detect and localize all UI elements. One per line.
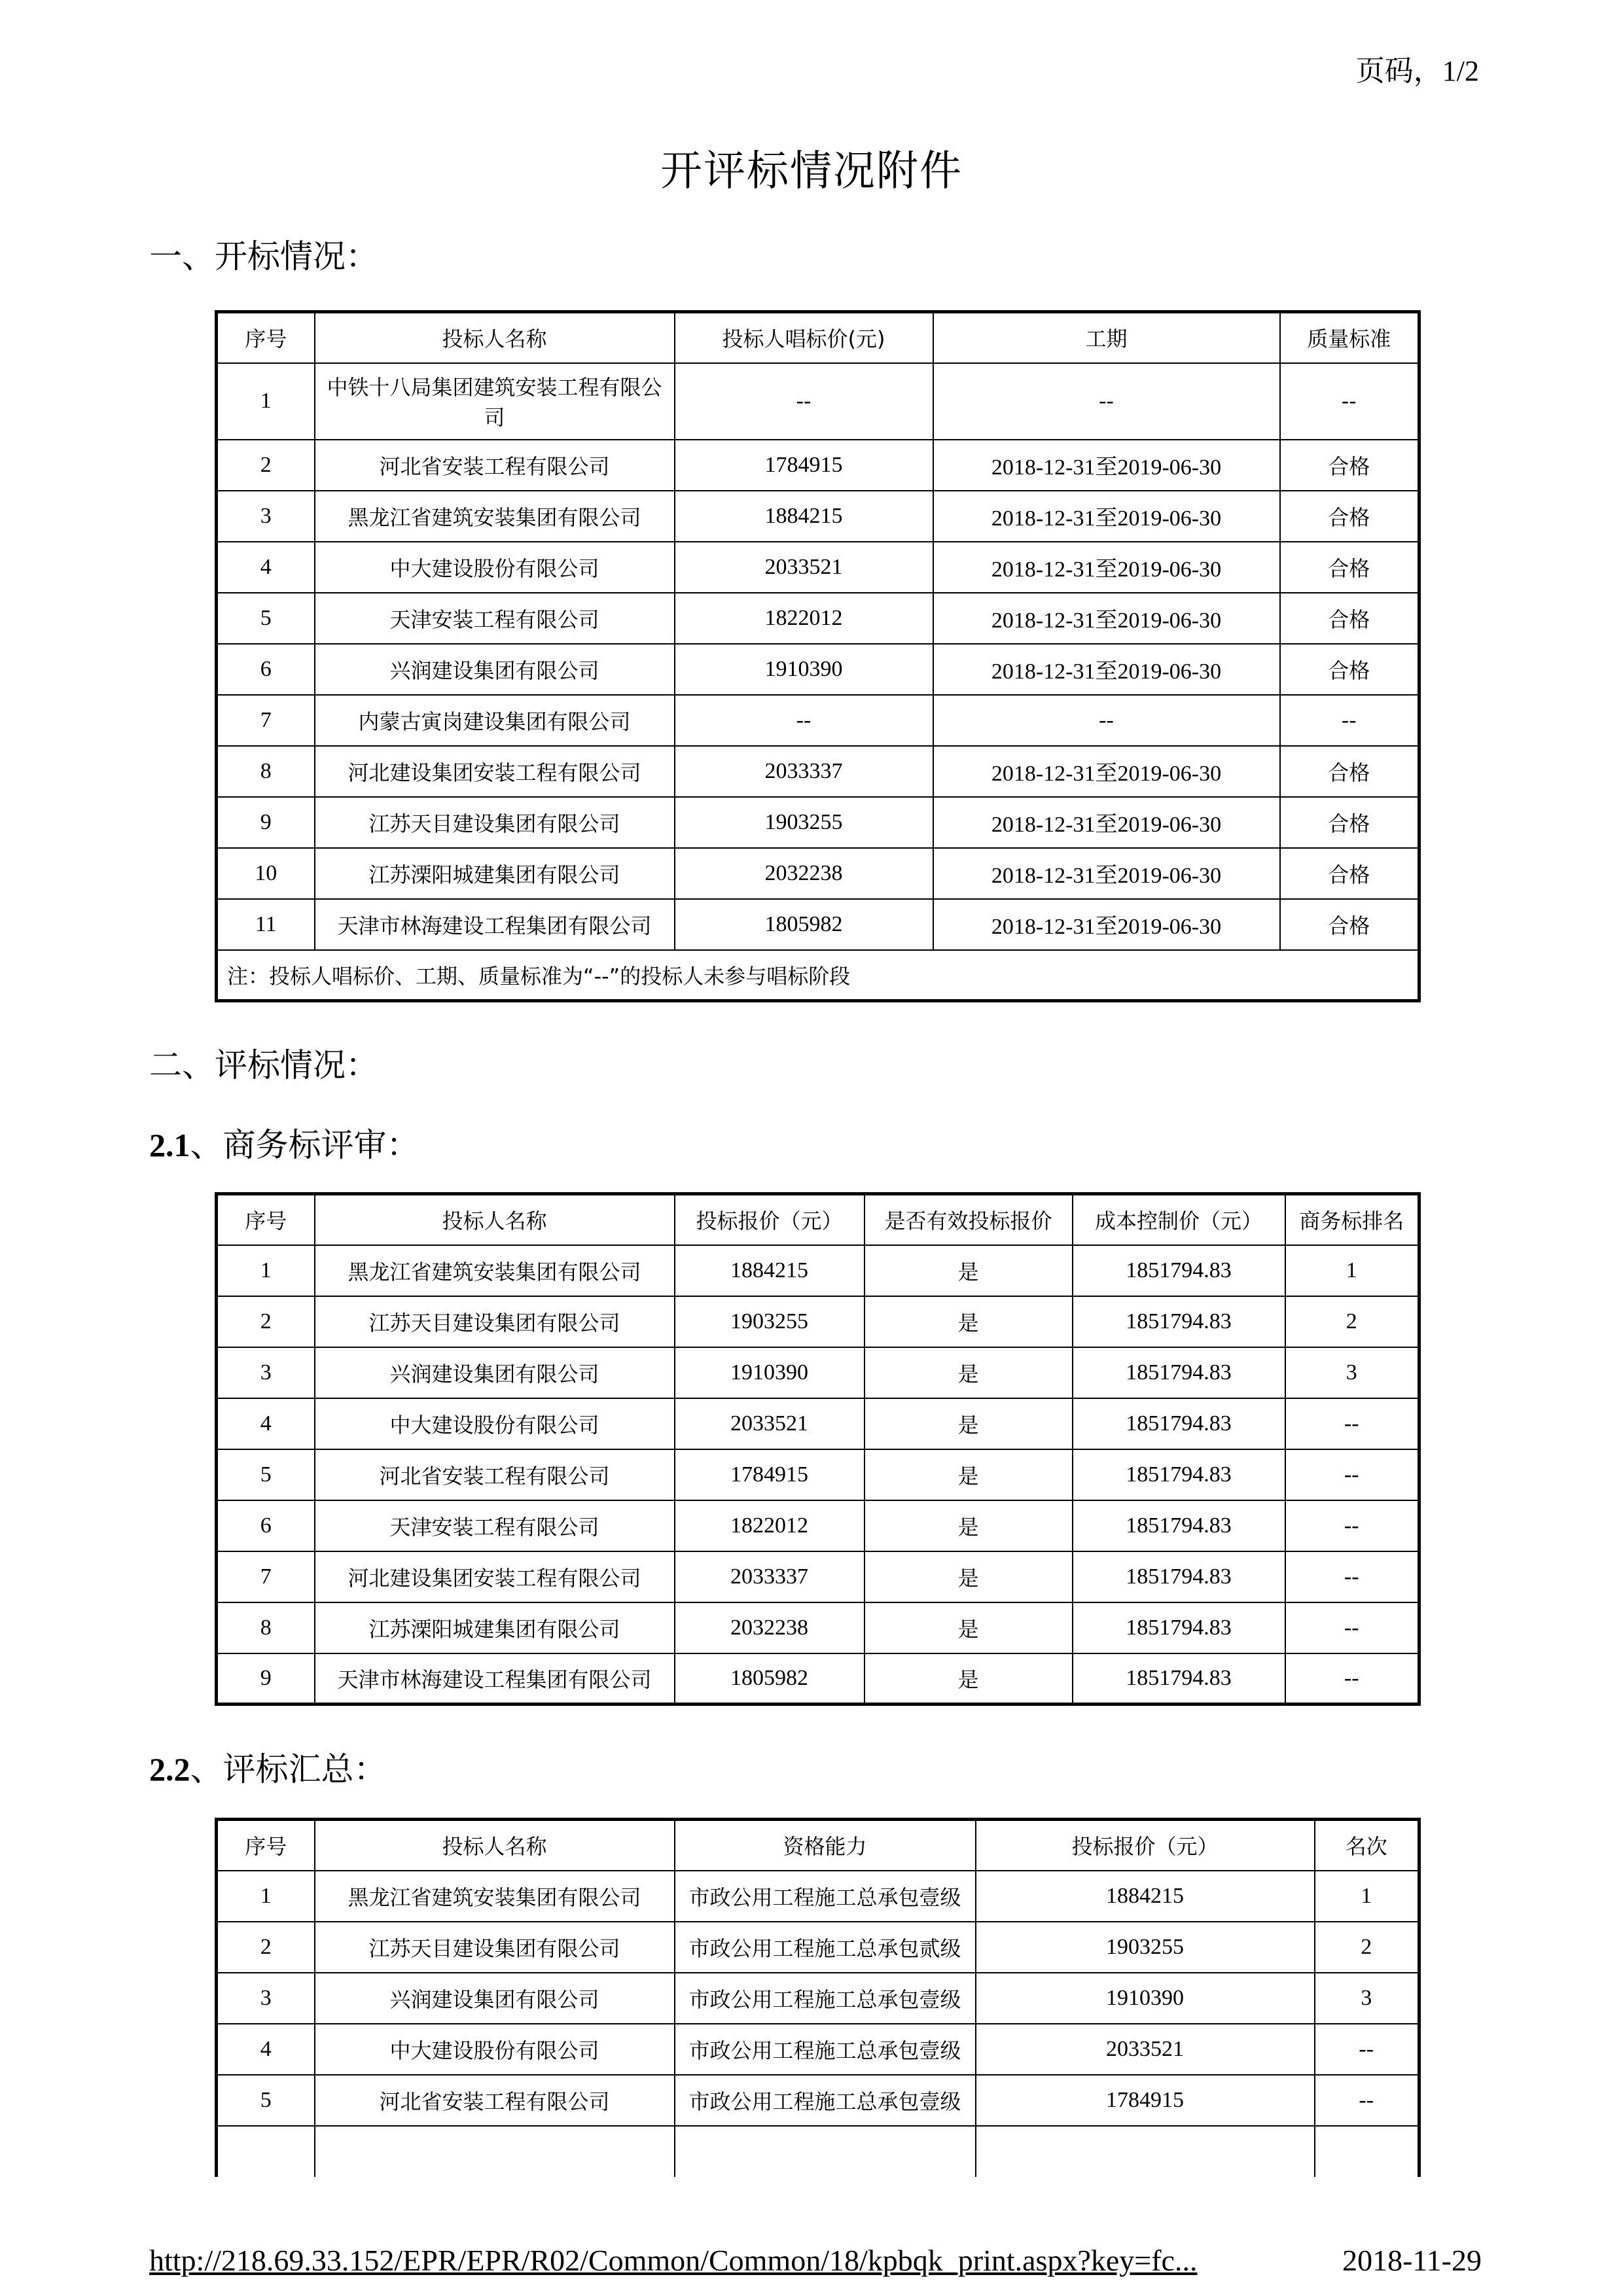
table-cell: -- (1285, 1653, 1419, 1704)
table-cell: 6 (217, 644, 315, 695)
table-cell: -- (1285, 1449, 1419, 1500)
table-cell: 5 (217, 593, 315, 644)
section2-heading: 二、评标情况： (149, 1046, 378, 1084)
column-header: 序号 (217, 312, 315, 363)
table-cell: 4 (217, 542, 315, 593)
table-cell: 2032238 (675, 848, 933, 899)
table-cell: 1851794.83 (1073, 1296, 1285, 1347)
table-note: 注：投标人唱标价、工期、质量标准为“--”的投标人未参与唱标阶段 (217, 950, 1419, 1001)
table-cell: 2 (217, 1296, 315, 1347)
table-cell: 兴润建设集团有限公司 (315, 1973, 675, 2024)
table-cell: 1851794.83 (1073, 1500, 1285, 1551)
table-cell: 内蒙古寅岗建设集团有限公司 (315, 695, 675, 746)
table-cell: -- (1280, 695, 1419, 746)
bid-opening-table (215, 310, 1421, 1002)
table-cell: 2033521 (675, 1398, 865, 1449)
table-cell: 是 (865, 1653, 1073, 1704)
table-cell: 合格 (1280, 848, 1419, 899)
table-header-row (217, 1194, 1419, 1245)
table-cell: 2018-12-31至2019-06-30 (933, 593, 1280, 644)
table-cell: 2018-12-31至2019-06-30 (933, 746, 1280, 797)
table-row (217, 644, 1419, 695)
table-cell-empty (315, 2126, 675, 2177)
table-cell: 1 (217, 1245, 315, 1296)
table-cell: 市政公用工程施工总承包壹级 (675, 1871, 976, 1922)
table-cell: 3 (217, 1973, 315, 2024)
commercial-review-table (215, 1192, 1421, 1706)
table-row (217, 899, 1419, 950)
table-cell: 9 (217, 1653, 315, 1704)
column-header: 投标人名称 (315, 1194, 675, 1245)
table-cell: 1851794.83 (1073, 1398, 1285, 1449)
table-cell: 2 (217, 440, 315, 491)
column-header: 商务标排名 (1285, 1194, 1419, 1245)
table-cell: 河北建设集团安装工程有限公司 (315, 746, 675, 797)
table-cell: 河北省安装工程有限公司 (315, 1449, 675, 1500)
table-cell: 5 (217, 1449, 315, 1500)
table-cell: 是 (865, 1449, 1073, 1500)
column-header: 投标人名称 (315, 312, 675, 363)
table-cell: -- (933, 363, 1280, 440)
subsection-number: 2.2 (149, 1751, 190, 1788)
table-cell: 合格 (1280, 899, 1419, 950)
table-row (217, 746, 1419, 797)
column-header: 投标报价（元） (675, 1194, 865, 1245)
subsection-number: 2.1 (149, 1127, 190, 1163)
table-cell: 2 (1285, 1296, 1419, 1347)
table-cell: 兴润建设集团有限公司 (315, 1347, 675, 1398)
table-header-row (217, 1820, 1419, 1871)
table-cell: 1822012 (675, 593, 933, 644)
table-cell: 3 (1315, 1973, 1419, 2024)
table-cell: 中大建设股份有限公司 (315, 542, 675, 593)
table-cell: 1784915 (675, 1449, 865, 1500)
table-cell: 11 (217, 899, 315, 950)
subsection-title: 、商务标评审： (190, 1126, 419, 1164)
table-cell: 2018-12-31至2019-06-30 (933, 542, 1280, 593)
table-header-row (217, 312, 1419, 363)
table-cell: 江苏天目建设集团有限公司 (315, 1922, 675, 1973)
page-number: 页码，1/2 (1355, 55, 1479, 87)
table-cell: 合格 (1280, 746, 1419, 797)
table-row (217, 848, 1419, 899)
table-cell: 市政公用工程施工总承包贰级 (675, 1922, 976, 1973)
table-cell: 1851794.83 (1073, 1602, 1285, 1653)
table-row (217, 542, 1419, 593)
column-header: 质量标准 (1280, 312, 1419, 363)
table-cell: 合格 (1280, 542, 1419, 593)
column-header: 名次 (1315, 1820, 1419, 1871)
table-cell: 7 (217, 1551, 315, 1602)
table-row (217, 1922, 1419, 1973)
table-cell: 黑龙江省建筑安装集团有限公司 (315, 491, 675, 542)
table-cell: 兴润建设集团有限公司 (315, 644, 675, 695)
table-cell: -- (1315, 2075, 1419, 2126)
table-cell: 1851794.83 (1073, 1245, 1285, 1296)
table-cell: 市政公用工程施工总承包壹级 (675, 2024, 976, 2075)
table-cell: 1 (217, 1871, 315, 1922)
table-row (217, 1871, 1419, 1922)
table-row (217, 1449, 1419, 1500)
table-cell: 10 (217, 848, 315, 899)
table-cell: 河北建设集团安装工程有限公司 (315, 1551, 675, 1602)
column-header: 序号 (217, 1820, 315, 1871)
table-cell: 是 (865, 1347, 1073, 1398)
table-cell: 黑龙江省建筑安装集团有限公司 (315, 1871, 675, 1922)
table-cell: 1884215 (675, 491, 933, 542)
table-cell: 江苏天目建设集团有限公司 (315, 1296, 675, 1347)
column-header: 投标人名称 (315, 1820, 675, 1871)
table-cell: 1 (217, 363, 315, 440)
table-cell: 2033521 (675, 542, 933, 593)
table-cell: 2018-12-31至2019-06-30 (933, 644, 1280, 695)
table-cell: 河北省安装工程有限公司 (315, 440, 675, 491)
table-cell: 1851794.83 (1073, 1653, 1285, 1704)
table-cell: 1903255 (675, 1296, 865, 1347)
table-cell: 天津市林海建设工程集团有限公司 (315, 1653, 675, 1704)
table-cell: 2018-12-31至2019-06-30 (933, 899, 1280, 950)
table-cell: 1805982 (675, 899, 933, 950)
table-cell: 合格 (1280, 797, 1419, 848)
table-cell: 3 (217, 1347, 315, 1398)
table-cell-empty (1315, 2126, 1419, 2177)
table-cell: 1910390 (675, 644, 933, 695)
table-cell: -- (1315, 2024, 1419, 2075)
table-row (217, 363, 1419, 440)
table-cell: 合格 (1280, 440, 1419, 491)
column-header: 成本控制价（元） (1073, 1194, 1285, 1245)
table-cell: 1822012 (675, 1500, 865, 1551)
table-cell: 中大建设股份有限公司 (315, 2024, 675, 2075)
table-row (217, 1245, 1419, 1296)
table-cell: -- (675, 363, 933, 440)
table-cell: 江苏溧阳城建集团有限公司 (315, 848, 675, 899)
table-cell: 合格 (1280, 593, 1419, 644)
table-cell: 1910390 (675, 1347, 865, 1398)
table-cell: 1784915 (675, 440, 933, 491)
table-cell: 1 (1285, 1245, 1419, 1296)
table-cell: 2032238 (675, 1602, 865, 1653)
table-cell: 1851794.83 (1073, 1551, 1285, 1602)
table-cell: 1910390 (976, 1973, 1315, 2024)
table-cell: 2033337 (675, 1551, 865, 1602)
table-cell: 1784915 (976, 2075, 1315, 2126)
table-cell: -- (1285, 1551, 1419, 1602)
subsection-2-2-heading (149, 1743, 387, 1790)
footer-url[interactable]: http://218.69.33.152/EPR/EPR/R02/Common/Common/18/kpbqk_print.aspx?key=fc... (149, 2244, 1198, 2277)
table-cell: 2 (1315, 1922, 1419, 1973)
table-cell: 市政公用工程施工总承包壹级 (675, 2075, 976, 2126)
table-row (217, 1602, 1419, 1653)
table-row (217, 1653, 1419, 1704)
table-cell: 合格 (1280, 644, 1419, 695)
table-cell-empty (976, 2126, 1315, 2177)
table-cell: 1903255 (675, 797, 933, 848)
section1-heading: 一、开标情况： (149, 238, 378, 275)
table-note-row (217, 950, 1419, 1001)
table-cell: -- (1285, 1398, 1419, 1449)
table-row (217, 2024, 1419, 2075)
table-row-empty (217, 2126, 1419, 2177)
table-cell: 7 (217, 695, 315, 746)
document-title: 开评标情况附件 (660, 147, 963, 196)
table-cell: 3 (1285, 1347, 1419, 1398)
evaluation-summary-table (215, 1818, 1421, 2177)
table-cell: 8 (217, 1602, 315, 1653)
table-cell: 天津安装工程有限公司 (315, 593, 675, 644)
table-cell: 是 (865, 1296, 1073, 1347)
table-cell: 2018-12-31至2019-06-30 (933, 848, 1280, 899)
table-cell: 1851794.83 (1073, 1449, 1285, 1500)
table-cell: 市政公用工程施工总承包壹级 (675, 1973, 976, 2024)
column-header: 是否有效投标报价 (865, 1194, 1073, 1245)
column-header: 投标人唱标价(元) (675, 312, 933, 363)
table-cell: 是 (865, 1398, 1073, 1449)
table-cell: 1851794.83 (1073, 1347, 1285, 1398)
table-cell: 1903255 (976, 1922, 1315, 1973)
table-cell: 是 (865, 1602, 1073, 1653)
table-cell: 1884215 (976, 1871, 1315, 1922)
subsection-title: 、评标汇总： (190, 1750, 387, 1788)
table-cell-empty (217, 2126, 315, 2177)
table-cell: 合格 (1280, 491, 1419, 542)
table-cell: -- (675, 695, 933, 746)
table-cell: 1 (1315, 1871, 1419, 1922)
table-cell: 江苏溧阳城建集团有限公司 (315, 1602, 675, 1653)
table-cell: 8 (217, 746, 315, 797)
table-cell: -- (1280, 363, 1419, 440)
table-cell: 江苏天目建设集团有限公司 (315, 797, 675, 848)
table-cell: 是 (865, 1551, 1073, 1602)
table-cell: -- (1285, 1500, 1419, 1551)
table-row (217, 1551, 1419, 1602)
table-cell: 1805982 (675, 1653, 865, 1704)
subsection-2-1-heading (149, 1119, 419, 1166)
table-cell: 1884215 (675, 1245, 865, 1296)
table-cell: 2018-12-31至2019-06-30 (933, 440, 1280, 491)
table-cell: 天津安装工程有限公司 (315, 1500, 675, 1551)
table-cell: 中大建设股份有限公司 (315, 1398, 675, 1449)
table-row (217, 695, 1419, 746)
table-cell-empty (675, 2126, 976, 2177)
table-cell: 2033521 (976, 2024, 1315, 2075)
table-cell: 天津市林海建设工程集团有限公司 (315, 899, 675, 950)
table-cell: -- (1285, 1602, 1419, 1653)
table-cell: 是 (865, 1245, 1073, 1296)
table-cell: 河北省安装工程有限公司 (315, 2075, 675, 2126)
column-header: 序号 (217, 1194, 315, 1245)
table-cell: 9 (217, 797, 315, 848)
column-header: 资格能力 (675, 1820, 976, 1871)
table-cell: 5 (217, 2075, 315, 2126)
table-row (217, 440, 1419, 491)
table-cell: 4 (217, 2024, 315, 2075)
table-row (217, 1398, 1419, 1449)
table-cell: 黑龙江省建筑安装集团有限公司 (315, 1245, 675, 1296)
column-header: 投标报价（元） (976, 1820, 1315, 1871)
table-cell: -- (933, 695, 1280, 746)
table-row (217, 2075, 1419, 2126)
table-cell: 4 (217, 1398, 315, 1449)
table-cell: 是 (865, 1500, 1073, 1551)
table-cell: 2018-12-31至2019-06-30 (933, 797, 1280, 848)
footer-date: 2018-11-29 (1342, 2244, 1482, 2277)
column-header: 工期 (933, 312, 1280, 363)
table-cell: 2033337 (675, 746, 933, 797)
table-row (217, 593, 1419, 644)
table-row (217, 1296, 1419, 1347)
table-row (217, 491, 1419, 542)
table-cell: 6 (217, 1500, 315, 1551)
table-cell: 2018-12-31至2019-06-30 (933, 491, 1280, 542)
table-row (217, 1500, 1419, 1551)
table-row (217, 1973, 1419, 2024)
table-row (217, 1347, 1419, 1398)
table-cell: 2 (217, 1922, 315, 1973)
table-row (217, 797, 1419, 848)
table-cell: 中铁十八局集团建筑安装工程有限公司 (315, 363, 675, 440)
table-cell: 3 (217, 491, 315, 542)
